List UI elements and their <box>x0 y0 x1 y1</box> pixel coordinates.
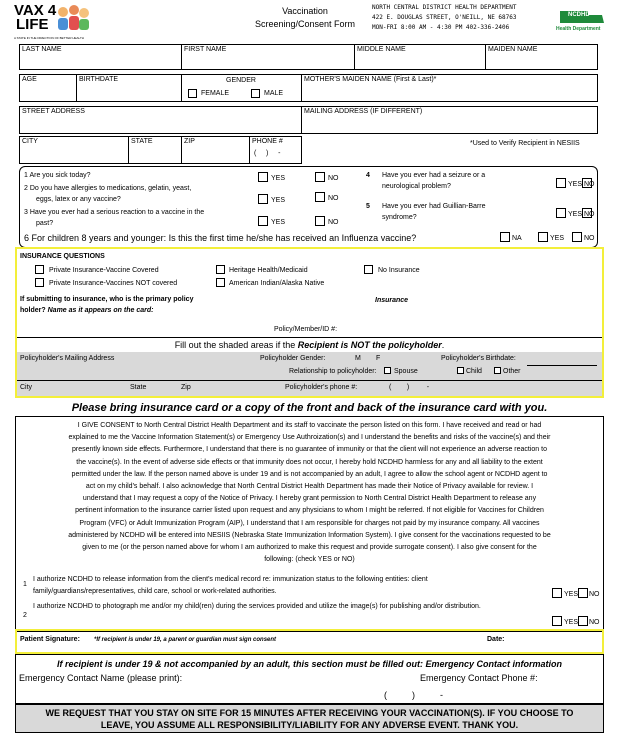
street-address-field[interactable] <box>19 106 302 134</box>
relationship-label: Relationship to policyholder: <box>289 368 377 375</box>
footer-line-2: LEAVE, YOU ASSUME ALL RESPONSIBILITY/LIABILITY FOR ANY ADVERSE EVENT. THANK YOU. <box>100 720 519 730</box>
emergency-contact-section <box>15 654 604 704</box>
emergency-phone-format: ( ) - <box>384 690 444 700</box>
middle-name-field[interactable] <box>354 44 486 70</box>
consent-line: following: (check YES or NO) <box>264 556 355 564</box>
shaded-note-a: Fill out the shaded areas if the <box>174 340 298 350</box>
last-name-field[interactable] <box>19 44 182 70</box>
consent-line: permitted under the law. If the person named above is under 19 and is not accompanied by an adult, I agree to allow the school agent or NCDHD agent to <box>71 470 548 478</box>
policyholder-zip-label: Zip <box>181 384 191 391</box>
state-label: STATE <box>131 138 153 145</box>
consent-line: given to me (or the person named above for whom I am authorized to make this request and provide surrogate consent). I also give consent for the <box>82 544 537 552</box>
q1-yes-checkbox[interactable] <box>258 172 268 182</box>
mailing-address-field[interactable] <box>301 106 598 134</box>
q1-yes-label: YES <box>271 175 286 182</box>
q3-yes-checkbox[interactable] <box>258 216 268 226</box>
logo-tagline: A STATE IN THE DIRECTION OF BETTER HEALTH <box>14 36 84 40</box>
signature-note: *If recipient is under 19, a parent or guardian must sign consent <box>94 637 277 643</box>
maiden-name-field[interactable] <box>485 44 598 70</box>
insurance-label: Insurance <box>375 297 409 304</box>
q6-no-label: NO <box>584 235 595 242</box>
q2-no-checkbox[interactable] <box>315 192 325 202</box>
auth-2-line: I authorize NCDHD to photograph me and/or my child(ren) during the services provided and utilize the image(s) for publishing and/or distribution. <box>33 603 481 610</box>
consent-line: explained to me the Vaccine Information Statement(s) or Emergency Use Authroization(s) and I understand the benefits and risks of the vaccine(s) and their <box>68 434 551 442</box>
form-title-line2: Screening/Consent Form <box>254 19 356 29</box>
policyholder-city-label: City <box>20 384 33 391</box>
question-4b: neurological problem? <box>382 183 451 190</box>
maiden-name-label: MAIDEN NAME <box>488 46 538 53</box>
footer-notice <box>15 704 604 733</box>
q2-yes-label: YES <box>271 197 286 204</box>
consent-line: understand that I may request a copy of the Notice of Privacy. I hereby grant permission to North Central District Health Department to release any <box>82 495 537 503</box>
gender-m-label: M <box>355 355 361 362</box>
bring-card-notice: Please bring insurance card or a copy of the front and back of the insurance card with you. <box>71 402 548 414</box>
policyholder-phone-format: ( ) - <box>389 384 430 391</box>
spouse-label: Spouse <box>394 368 418 375</box>
zip-label: ZIP <box>184 138 195 145</box>
private-covered-checkbox[interactable] <box>35 265 44 274</box>
last-name-label: LAST NAME <box>22 46 62 53</box>
gender-field <box>181 74 302 102</box>
department-address: 422 E. DOUGLAS STREET, O'NEILL, NE 68763 <box>372 14 517 21</box>
heritage-label: Heritage Health/Medicaid <box>229 267 308 274</box>
question-5a: Have you ever had Guillian-Barre <box>382 203 486 210</box>
primary-policy-question: If submitting to insurance, who is the primary policy <box>20 296 194 303</box>
department-hours: MON-FRI 8:00 AM - 4:30 PM 402-336-2406 <box>372 24 510 31</box>
address-line <box>17 380 602 381</box>
policy-id-label: Policy/Member/ID #: <box>274 326 338 333</box>
question-2a: 2 Do you have allergies to medications, gelatin, yeast, <box>24 185 192 192</box>
q3-no-checkbox[interactable] <box>315 216 325 226</box>
question-4a: Have you ever had a seizure or a <box>382 172 486 179</box>
kids-illustration-icon <box>54 4 92 34</box>
policyholder-state-label: State <box>130 384 147 391</box>
primary-policy-question-2 <box>20 307 153 314</box>
auth1-yes-label: YES <box>564 591 579 598</box>
q6-na-label: NA <box>512 235 522 242</box>
mothers-maiden-name-field[interactable] <box>301 74 598 102</box>
q5-yes-label: YES <box>568 211 583 218</box>
question-5-number: 5 <box>366 203 370 210</box>
consent-line: I GIVE CONSENT to North Central District Health Department and its staff to vaccinate the person listed on this form. I have received and read or had <box>77 422 542 429</box>
q6-yes-label: YES <box>550 235 565 242</box>
policyholder-mailing-label: Policyholder's Mailing Address <box>20 355 115 362</box>
female-checkbox[interactable] <box>188 89 197 98</box>
department-info <box>372 4 542 31</box>
city-field[interactable] <box>19 136 129 164</box>
auth-1-line-a: I authorize NCDHD to release information from the client's medical record re: immunization status to the following entities: client <box>33 576 428 583</box>
footer-line-1: WE REQUEST THAT YOU STAY ON SITE FOR 15 MINUTES AFTER RECEIVING YOUR VACCINATION(S). IF YOU CHOOSE TO <box>45 708 574 718</box>
no-insurance-label: No Insurance <box>378 267 420 274</box>
birthdate-field[interactable] <box>76 74 182 102</box>
vax4life-logo <box>14 3 94 43</box>
nesiis-note: *Used to Verify Recipient in NESIIS <box>470 140 580 147</box>
phone-format: ( ) - <box>254 150 281 157</box>
male-checkbox[interactable] <box>251 89 260 98</box>
logo-text-1: VAX 4 <box>14 2 57 19</box>
signature-section[interactable] <box>15 629 604 654</box>
q6-no-checkbox[interactable] <box>572 232 582 242</box>
mailing-address-label: MAILING ADDRESS (IF DIFFERENT) <box>304 108 423 115</box>
auth1-yes-checkbox[interactable] <box>552 588 562 598</box>
q2-yes-checkbox[interactable] <box>258 194 268 204</box>
phone-label: PHONE # <box>252 138 283 145</box>
american-indian-label: American Indian/Alaska Native <box>229 280 325 287</box>
middle-name-label: MIDDLE NAME <box>357 46 406 53</box>
question-3b: past? <box>36 220 54 227</box>
department-name: NORTH CENTRAL DISTRICT HEALTH DEPARTMENT <box>372 4 517 11</box>
birthdate-label: BIRTHDATE <box>79 76 119 83</box>
logo-text-2: LIFE <box>16 16 49 33</box>
spouse-checkbox[interactable] <box>384 367 391 374</box>
child-checkbox[interactable] <box>457 367 464 374</box>
policy-id-line <box>17 337 602 338</box>
consent-line: administered by NCDHD will be entered into NESIIS (Nebraska State Immunization Information System). I give consent for the vaccinations requested to be <box>68 531 551 539</box>
q6-yes-checkbox[interactable] <box>538 232 548 242</box>
first-name-label: FIRST NAME <box>184 46 227 53</box>
question-4-number: 4 <box>366 172 370 179</box>
private-covered-label: Private Insurance-Vaccine Covered <box>49 267 159 274</box>
mothers-maiden-name-label: MOTHER'S MAIDEN NAME (First & Last)* <box>304 76 437 83</box>
consent-line: Program (VFC) or Adult Immunization Program (AIP), I understand that I am responsible for charges not paid by my insurance company. All vaccines <box>79 519 540 527</box>
shaded-policyholder-area <box>17 352 602 396</box>
zip-field[interactable] <box>181 136 250 164</box>
question-6: 6 For children 8 years and younger: Is this the first time he/she has received an Influenza vaccine? <box>24 233 417 243</box>
auth2-no-checkbox[interactable] <box>578 616 588 626</box>
ncdhd-caption: Health Department <box>556 26 601 32</box>
auth2-yes-label: YES <box>564 619 579 626</box>
q6-na-checkbox[interactable] <box>500 232 510 242</box>
street-address-label: STREET ADDRESS <box>22 108 85 115</box>
private-not-covered-label: Private Insurance-Vaccines NOT covered <box>49 280 178 287</box>
shaded-note <box>17 340 602 350</box>
shaded-note-b: Recipient is NOT the policyholder <box>297 340 442 350</box>
question-3a: 3 Have you ever had a serious reaction to a vaccine in the <box>24 209 205 216</box>
health-questions-section <box>19 166 598 248</box>
gender-label: GENDER <box>226 77 256 84</box>
consent-line: act on my child's behalf. I also acknowledge that North Central District Health Department has made their Notice of Privacy available for review. I <box>85 483 534 491</box>
date-label: Date: <box>487 636 505 643</box>
other-checkbox[interactable] <box>494 367 501 374</box>
q5-yes-checkbox[interactable] <box>556 208 566 218</box>
first-name-field[interactable] <box>181 44 355 70</box>
heritage-checkbox[interactable] <box>216 265 225 274</box>
phone-field[interactable] <box>249 136 302 164</box>
consent-text <box>16 420 603 566</box>
q3-no-label: NO <box>328 219 339 226</box>
auth2-yes-checkbox[interactable] <box>552 616 562 626</box>
q4-yes-checkbox[interactable] <box>556 178 566 188</box>
city-label: CITY <box>22 138 38 145</box>
form-title-line1: Vaccination <box>282 6 328 16</box>
consent-line: pertinent information to the insurance carrier listed upon request and any physicians to whom I might be referred. If not eligible for Vaccines for Children <box>75 507 544 515</box>
state-field[interactable] <box>128 136 182 164</box>
consent-section <box>15 416 604 632</box>
age-field[interactable] <box>19 74 77 102</box>
auth2-no-label: NO <box>589 619 600 626</box>
insurance-heading: INSURANCE QUESTIONS <box>20 253 105 260</box>
auth-1-number: 1 <box>23 581 27 588</box>
question-2b: eggs, latex or any vaccine? <box>36 196 121 203</box>
auth1-no-label: NO <box>589 591 600 598</box>
auth-2-number: 2 <box>23 612 27 619</box>
emergency-phone-label[interactable]: Emergency Contact Phone #: <box>420 673 538 683</box>
emergency-name-label[interactable]: Emergency Contact Name (please print): <box>19 673 183 683</box>
policyholder-phone-label: Policyholder's phone #: <box>285 384 358 391</box>
q2-no-label: NO <box>328 195 339 202</box>
private-not-covered-checkbox[interactable] <box>35 278 44 287</box>
q1-no-checkbox[interactable] <box>315 172 325 182</box>
auth1-no-checkbox[interactable] <box>578 588 588 598</box>
name-on-card-label: Name as it appears on the card: <box>47 307 154 314</box>
question-5b: syndrome? <box>382 214 417 221</box>
child-label: Child <box>466 368 482 375</box>
shaded-note-c: . <box>441 340 445 350</box>
policyholder-birthdate-label: Policyholder's Birthdate: <box>441 355 516 362</box>
no-insurance-checkbox[interactable] <box>364 265 373 274</box>
q5-no-label: NO <box>584 211 595 218</box>
gender-f-label: F <box>376 355 381 362</box>
male-label: MALE <box>264 90 284 97</box>
ncdhd-logo <box>556 9 606 35</box>
q1-no-label: NO <box>328 175 339 182</box>
signature-label: Patient Signature: <box>20 636 80 643</box>
emergency-heading: If recipient is under 19 & not accompanied by an adult, this section must be filled out: Emergency Contact information <box>56 659 563 669</box>
age-label: AGE <box>22 76 37 83</box>
female-label: FEMALE <box>201 90 230 97</box>
consent-line: presently known side effects. Furthermore, I understand that there is no guarantee of immunity or that the client will not experience an adverse reaction to <box>72 446 547 454</box>
auth-1-line-b: family/guardians/representatives, child care, school or work-related authorities. <box>33 588 277 595</box>
holder-label: holder? <box>20 307 46 314</box>
birthdate-line <box>527 365 597 366</box>
q4-yes-label: YES <box>568 181 583 188</box>
q4-no-label: NO <box>584 181 595 188</box>
consent-line: the vaccine(s). In the event of adverse side effects or that immunity does not occur, I hereby hold NCDHD harmless for any and all liability to the extent <box>76 458 543 466</box>
insurance-section <box>15 247 604 398</box>
ncdhd-logo-text: NCDHD <box>568 12 590 18</box>
other-label: Other <box>503 368 521 375</box>
question-1: 1 Are you sick today? <box>24 172 91 179</box>
q3-yes-label: YES <box>271 219 286 226</box>
american-indian-checkbox[interactable] <box>216 278 225 287</box>
policyholder-gender-label: Policyholder Gender: <box>260 355 326 362</box>
